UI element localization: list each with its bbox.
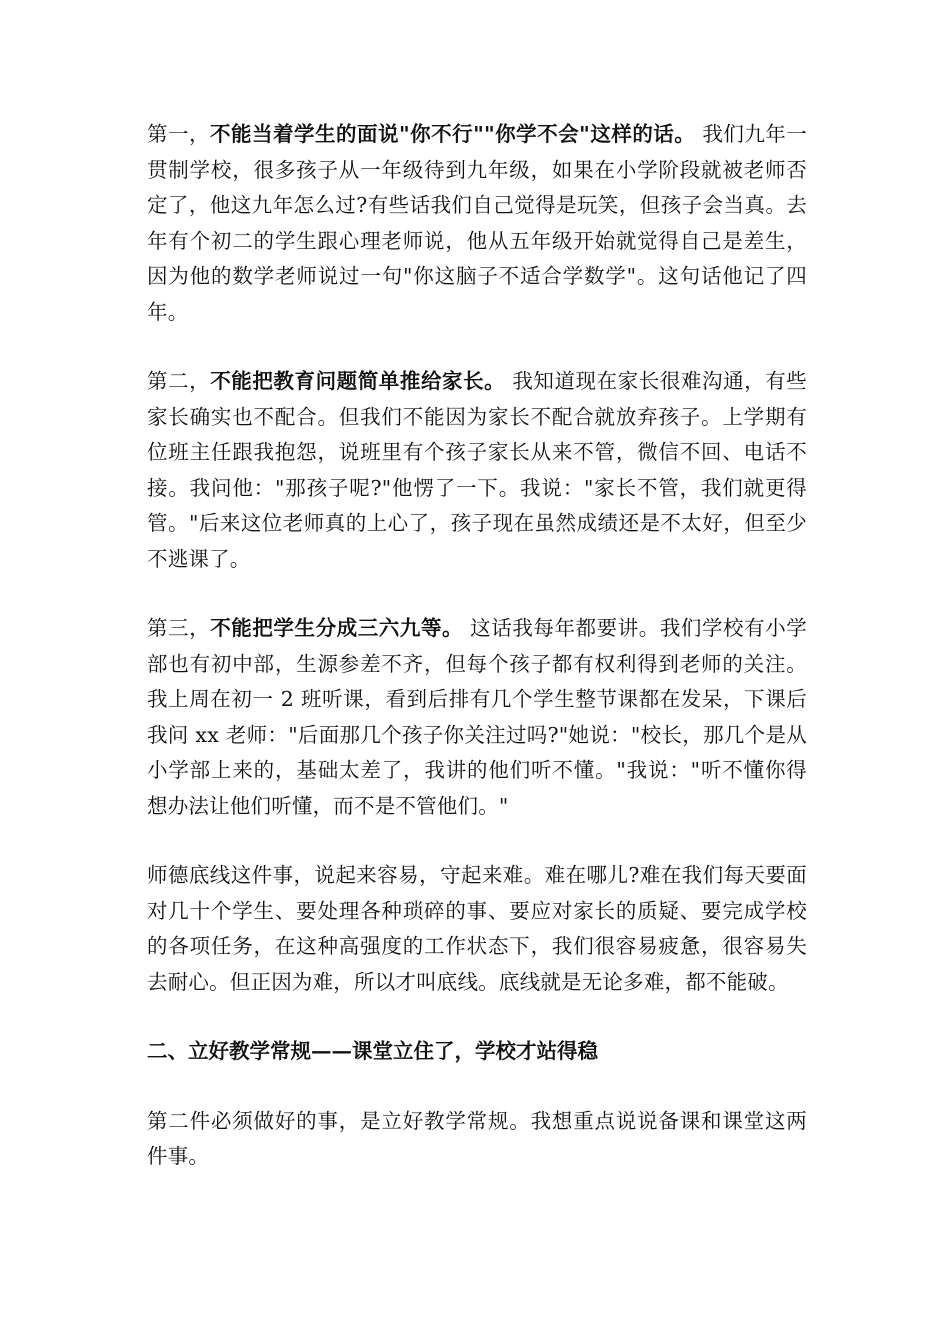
document-page — [147, 117, 807, 1175]
paragraph-ethics-summary-body: 师德底线这件事，说起来容易，守起来难。难在哪儿?难在我们每天要面对几十个学生、要处理各种琐碎的事、要应对家长的质疑、要完成学校的各项任务，在这种高强度的工作状态下，我们很容易疲惫，很容易失去耐心。但正因为难，所以才叫底线。底线就是无论多难，都不能破。 — [147, 863, 807, 994]
paragraph-second-body: 我知道现在家长很难沟通，有些家长确实也不配合。但我们不能因为家长不配合就放弃孩子。上学期有位班主任跟我抱怨，说班里有个孩子家长从来不管，微信不回、电话不接。我问他："那孩子呢?"他愣了一下。我说："家长不管，我们就更得管。"后来这位老师真的上心了，孩子现在虽然成绩还是不太好，但至少不逃课了。 — [147, 369, 807, 571]
paragraph-second-bold: 不能把教育问题简单推给家长。 — [210, 369, 506, 393]
paragraph-first — [147, 117, 807, 330]
paragraph-third-body: 这话我每年都要讲。我们学校有小学部也有初中部，生源参差不齐，但每个孩子都有权利得到老师的关注。我上周在初一 2 班听课，看到后排有几个学生整节课都在发呆，下课后我问 xx 老师："后面那几个孩子你关注过吗?"她说："校长，那几个是从小学部上来的，基础太差了，我讲的他们听不懂。"我说："听不懂你得想办法让他们听懂，而不是不管他们。" — [147, 616, 807, 818]
paragraph-first-bold: 不能当着学生的面说"你不行""你学不会"这样的话。 — [210, 122, 696, 146]
paragraph-third — [147, 611, 807, 824]
paragraph-first-prefix: 第一， — [147, 122, 210, 146]
paragraph-third-prefix: 第三， — [147, 616, 211, 640]
section-heading: 二、立好教学常规——课堂立住了，学校才站得稳 — [147, 1039, 598, 1063]
paragraph-second-prefix: 第二， — [147, 369, 211, 393]
paragraph-first-body: 我们九年一贯制学校，很多孩子从一年级待到九年级，如果在小学阶段就被老师否定了，他这九年怎么过?有些话我们自己觉得是玩笑，但孩子会当真。去年有个初二的学生跟心理老师说，他从五年级开始就觉得自己是差生，因为他的数学老师说过一句"你这脑子不适合学数学"。这句话他记了四年。 — [147, 122, 808, 324]
paragraph-closing: 第二件必须做好的事，是立好教学常规。我想重点说说备课和课堂这两件事。 — [147, 1108, 807, 1168]
paragraph-ethics-summary — [147, 858, 807, 1000]
paragraph-second — [147, 364, 807, 577]
paragraph-third-bold: 不能把学生分成三六九等。 — [210, 616, 464, 640]
